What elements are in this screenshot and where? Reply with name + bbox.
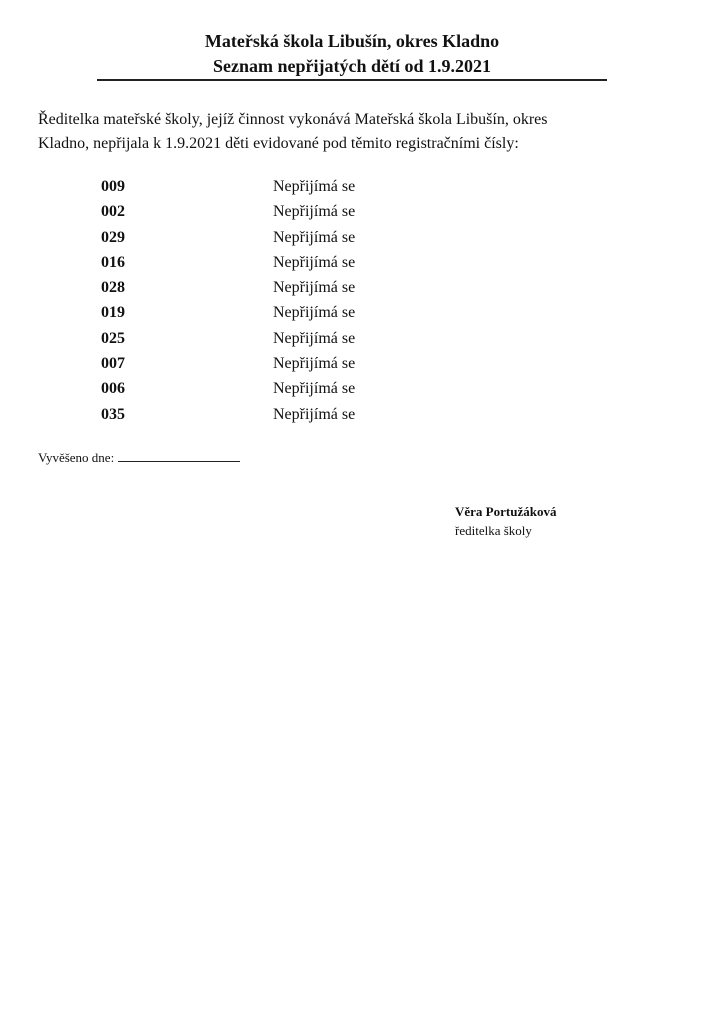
list-item xyxy=(101,300,501,325)
registration-number: 009 xyxy=(101,178,125,195)
signatory-title: ředitelka školy xyxy=(455,523,532,538)
intro-line-2: Kladno, nepřijala k 1.9.2021 děti evidované pod těmito registračními čísly: xyxy=(38,135,519,152)
registration-number: 025 xyxy=(101,329,125,347)
admission-status: Nepřijímá se xyxy=(273,355,356,373)
registration-number: 006 xyxy=(101,380,125,398)
signatory-name: Věra Portužáková xyxy=(455,504,557,519)
list-item xyxy=(101,351,501,376)
admission-status: Nepřijímá se xyxy=(273,329,356,347)
admission-status: Nepřijímá se xyxy=(273,203,356,221)
list-item xyxy=(101,275,501,300)
admission-status: Nepřijímá se xyxy=(273,253,356,271)
list-item xyxy=(101,376,501,401)
signature-block xyxy=(455,502,556,540)
posted-date-label: Vyvěšeno dne: xyxy=(38,450,115,465)
list-item xyxy=(101,199,501,224)
document-title: Seznam nepřijatých dětí od 1.9.2021 xyxy=(213,56,491,76)
registration-list xyxy=(101,174,501,427)
registration-number: 016 xyxy=(101,253,125,271)
school-name: Mateřská škola Libušín, okres Kladno xyxy=(204,31,500,51)
admission-status: Nepřijímá se xyxy=(273,380,356,398)
header-divider xyxy=(97,79,607,81)
admission-status: Nepřijímá se xyxy=(273,405,356,423)
list-item xyxy=(101,402,501,427)
intro-line-1: Ředitelka mateřské školy, jejíž činnost vykonává Mateřská škola Libušín, okres xyxy=(38,111,548,128)
posted-date-line xyxy=(38,447,240,467)
registration-number: 035 xyxy=(101,405,125,423)
intro-paragraph xyxy=(38,108,678,156)
registration-number: 007 xyxy=(101,355,125,373)
admission-status: Nepřijímá se xyxy=(273,279,356,297)
posted-date-blank xyxy=(118,447,240,462)
list-item xyxy=(101,174,501,199)
admission-status: Nepřijímá se xyxy=(273,228,356,246)
list-item xyxy=(101,326,501,351)
registration-number: 028 xyxy=(101,279,125,297)
registration-number: 029 xyxy=(101,228,125,246)
admission-status: Nepřijímá se xyxy=(273,304,356,322)
list-item xyxy=(101,250,501,275)
admission-status: Nepřijímá se xyxy=(273,178,356,195)
registration-number: 019 xyxy=(101,304,125,322)
document-header xyxy=(97,29,607,79)
registration-number: 002 xyxy=(101,203,125,221)
list-item xyxy=(101,225,501,250)
